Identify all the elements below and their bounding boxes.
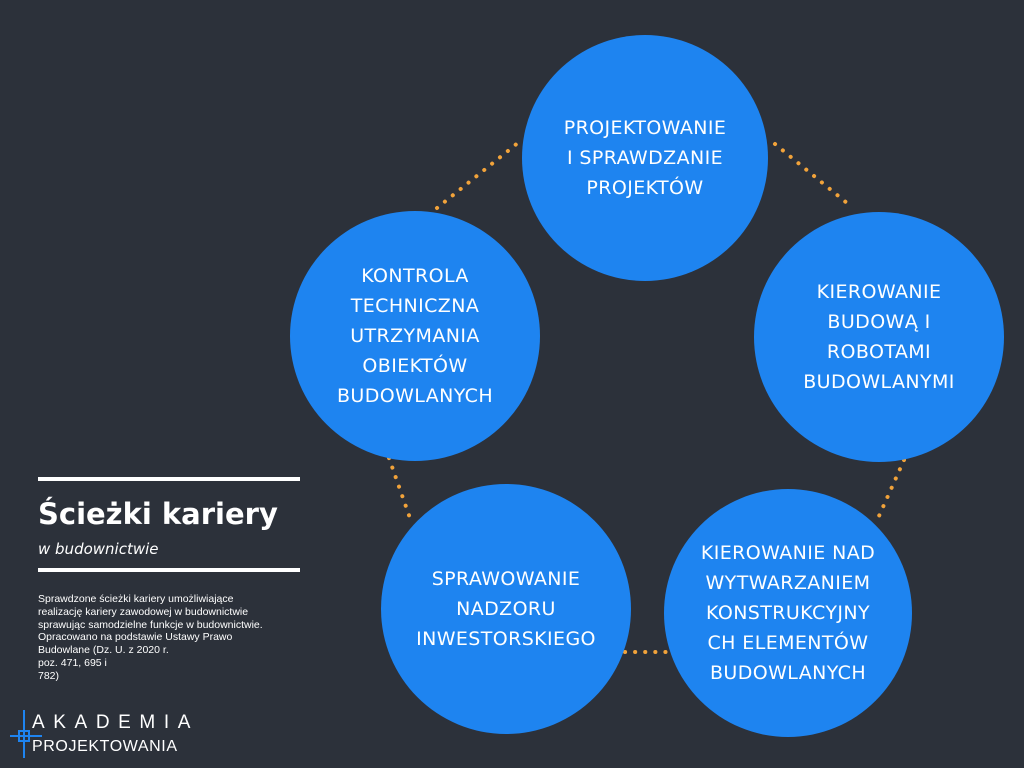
node-kierowanie-wytwarzanie: [664, 489, 912, 737]
heading-rule-top: [38, 477, 300, 481]
node-projektowanie: [522, 35, 768, 281]
page-title: Ścieżki kariery: [38, 497, 278, 531]
node-kierowanie-budowa-label: KIEROWANIE BUDOWĄ I ROBOTAMI BUDOWLANYMI: [803, 280, 955, 394]
node-projektowanie-label: PROJEKTOWANIE I SPRAWDZANIE PROJEKTÓW: [563, 116, 727, 199]
node-kontrola: [290, 211, 540, 461]
node-nadzor: [381, 484, 631, 734]
heading-rule-bottom: [38, 568, 300, 572]
logo-line-2: PROJEKTOWANIA: [32, 738, 178, 755]
node-kontrola-label: KONTROLA TECHNICZNA UTRZYMANIA OBIEKTÓW BUDOWLANYCH: [336, 264, 494, 408]
node-nadzor-label: SPRAWOWANIE NADZORU INWESTORSKIEGO: [416, 567, 596, 650]
node-kierowanie-budowa: [754, 212, 1004, 462]
logo: [8, 708, 208, 760]
connector-kierowanie-budowa-kierowanie-wytwarzanie: [879, 460, 904, 516]
connector-projektowanie-kierowanie-budowa: [775, 144, 853, 208]
logo-line-1: AKADEMIA: [32, 712, 199, 733]
description-text: Sprawdzone ścieżki kariery umożliwiające realizację kariery zawodowej w budownictwie sprawując samodzielne funkcje w budownictwie. Opracowano na podstawie Ustawy Prawo Budowlane (Dz. U. z 2020 r. poz. 471, 695 i 782): [38, 593, 263, 682]
page-subtitle: w budownictwie: [38, 540, 159, 558]
connector-kontrola-projektowanie: [437, 142, 519, 208]
connector-nadzor-kontrola: [389, 458, 411, 521]
node-kierowanie-wytwarzanie-label: KIEROWANIE NAD WYTWARZANIEM KONSTRUKCYJNY CH ELEMENTÓW BUDOWLANYCH: [700, 541, 876, 685]
